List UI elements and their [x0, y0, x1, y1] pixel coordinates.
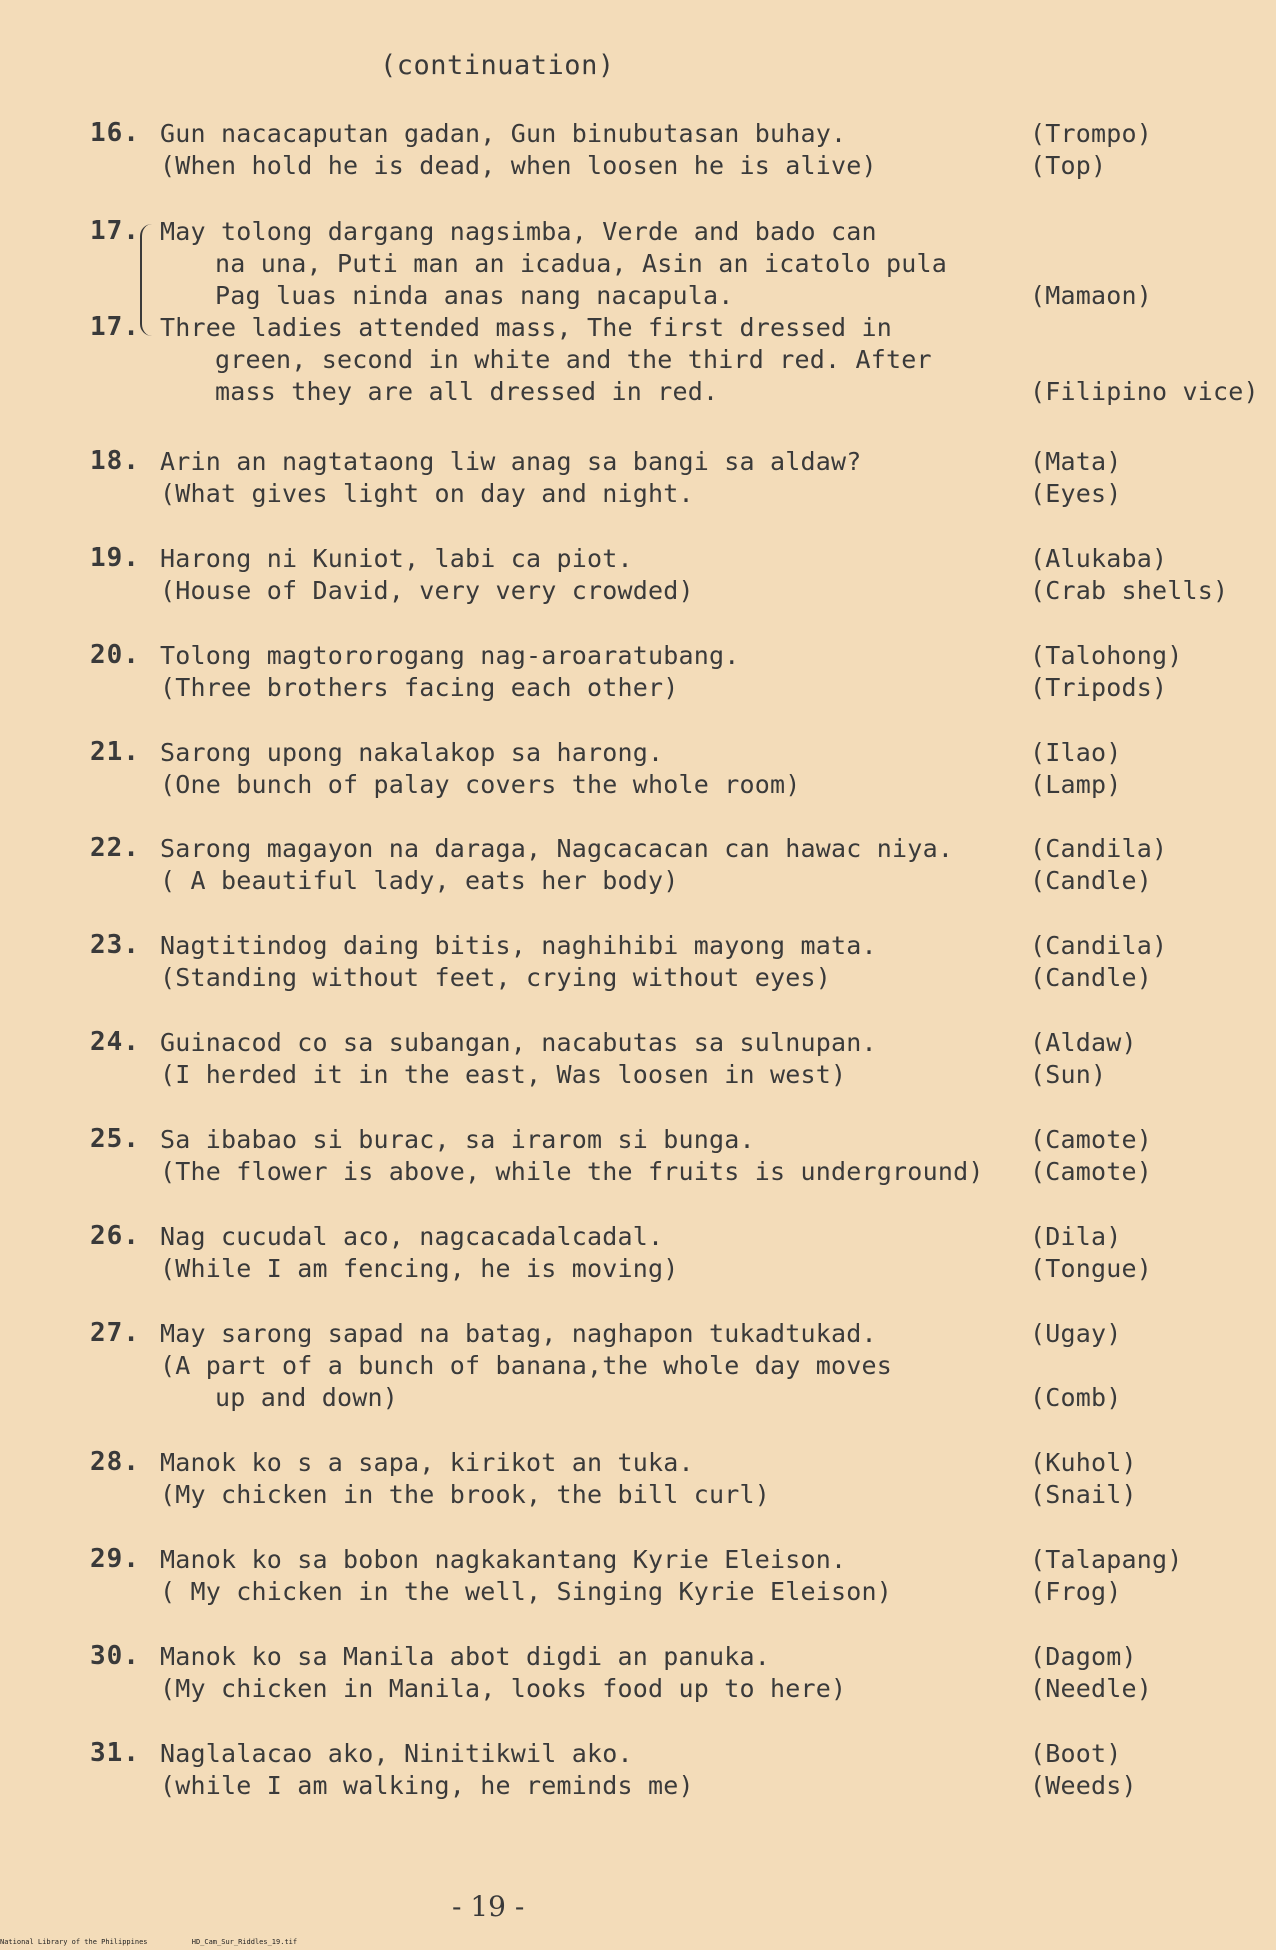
riddle-answer: (Candle) [1030, 866, 1153, 895]
riddle-line: (When hold he is dead, when loosen he is alive) [160, 151, 877, 180]
riddle-answer: (Needle) [1030, 1674, 1153, 1703]
riddle-answer: (Candila) [1030, 931, 1168, 960]
riddle-text: Manok ko sa Manila abot digdi an panuka. [160, 1642, 771, 1671]
page-number: - 19 - [452, 1890, 525, 1923]
riddle-number: 17. [90, 216, 140, 246]
riddle-answer: (Talohong) [1030, 641, 1183, 670]
riddle-line: (A part of a bunch of banana,the whole day moves [160, 1351, 893, 1380]
riddle-answer: (Lamp) [1030, 770, 1122, 799]
riddle-answer: (Candle) [1030, 963, 1153, 992]
riddle-answer: (Top) [1030, 151, 1107, 180]
riddle-line: (One bunch of palay covers the whole room) [160, 770, 801, 799]
riddle-answer: (Weeds) [1030, 1771, 1137, 1800]
riddle-answer: (Talapang) [1030, 1545, 1183, 1574]
riddle-text: Tolong magtororogang nag-aroaratubang. [160, 641, 740, 670]
riddle-answer: (Ugay) [1030, 1319, 1122, 1348]
riddle-answer: (Boot) [1030, 1739, 1122, 1768]
footer-library: National Library of the Philippines [0, 1938, 148, 1946]
riddle-line: (Three brothers facing each other) [160, 673, 679, 702]
riddle-line: na una, Puti man an icadua, Asin an icatolo pula [215, 249, 948, 278]
riddle-number: 30. [90, 1641, 140, 1671]
riddle-text: Manok ko s a sapa, kirikot an tuka. [160, 1448, 694, 1477]
riddle-answer: (Trompo) [1030, 119, 1153, 148]
riddle-number: 18. [90, 446, 140, 476]
riddle-line: green, second in white and the third red. After [215, 345, 932, 374]
riddle-answer: (Crab shells) [1030, 576, 1229, 605]
riddle-text: Sarong upong nakalakop sa harong. [160, 738, 664, 767]
riddle-text: Sa ibabao si burac, sa irarom si bunga. [160, 1125, 755, 1154]
riddle-answer: (Snail) [1030, 1480, 1137, 1509]
entry-17-brace [140, 224, 156, 336]
riddle-line: (While I am fencing, he is moving) [160, 1254, 679, 1283]
riddle-line: (What gives light on day and night. [160, 479, 694, 508]
riddle-number: 28. [90, 1447, 140, 1477]
riddle-number: 22. [90, 833, 140, 863]
riddle-answer: (Camote) [1030, 1125, 1153, 1154]
footer-file: HD_Cam_Sur_Riddles_19.tif [191, 1938, 298, 1946]
riddle-text: Sarong magayon na daraga, Nagcacacan can hawac niya. [160, 834, 954, 863]
riddle-text: Nagtitindog daing bitis, naghihibi mayong mata. [160, 931, 877, 960]
riddle-number-alt: 17. [90, 312, 140, 342]
continuation-heading: (continuation) [380, 50, 615, 81]
riddle-number: 16. [90, 118, 140, 148]
riddle-answer: (Mata) [1030, 447, 1122, 476]
riddle-text: Nag cucudal aco, nagcacadalcadal. [160, 1222, 664, 1251]
riddle-answer: (Alukaba) [1030, 544, 1168, 573]
riddle-line: Pag luas ninda anas nang nacapula. [215, 281, 734, 310]
riddle-answer: (Tripods) [1030, 673, 1168, 702]
riddle-text: Arin an nagtataong liw anag sa bangi sa aldaw? [160, 447, 862, 476]
riddle-line: (The flower is above, while the fruits is underground) [160, 1157, 984, 1186]
library-footer [0, 1938, 297, 1946]
riddle-answer: (Comb) [1030, 1383, 1122, 1412]
riddle-line: ( A beautiful lady, eats her body) [160, 866, 679, 895]
riddle-line: (Standing without feet, crying without eyes) [160, 963, 832, 992]
riddle-answer: (Aldaw) [1030, 1028, 1137, 1057]
riddle-text: Guinacod co sa subangan, nacabutas sa sulnupan. [160, 1028, 877, 1057]
riddle-answer: (Eyes) [1030, 479, 1122, 508]
riddle-number: 21. [90, 737, 140, 767]
riddle-line: (while I am walking, he reminds me) [160, 1771, 694, 1800]
riddle-number: 27. [90, 1318, 140, 1348]
riddle-line: (My chicken in the brook, the bill curl) [160, 1480, 771, 1509]
riddle-number: 26. [90, 1221, 140, 1251]
riddle-line: Three ladies attended mass, The first dressed in [160, 313, 893, 342]
riddle-answer: (Candila) [1030, 834, 1168, 863]
riddle-number: 19. [90, 543, 140, 573]
riddle-answer: (Dila) [1030, 1222, 1122, 1251]
riddle-text: May tolong dargang nagsimba, Verde and bado can [160, 217, 877, 246]
riddle-line: (House of David, very very crowded) [160, 576, 694, 605]
riddle-number: 23. [90, 930, 140, 960]
riddle-line: (I herded it in the east, Was loosen in west) [160, 1060, 847, 1089]
riddle-number: 29. [90, 1544, 140, 1574]
riddle-number: 31. [90, 1738, 140, 1768]
riddle-number: 24. [90, 1027, 140, 1057]
riddle-text: Gun nacacaputan gadan, Gun binubutasan buhay. [160, 119, 847, 148]
riddle-text: Naglalacao ako, Ninitikwil ako. [160, 1739, 633, 1768]
riddle-line: (My chicken in Manila, looks food up to here) [160, 1674, 847, 1703]
riddle-answer: (Frog) [1030, 1577, 1122, 1606]
riddle-text: Manok ko sa bobon nagkakantang Kyrie Eleison. [160, 1545, 847, 1574]
riddle-answer: (Tongue) [1030, 1254, 1153, 1283]
riddle-answer: (Sun) [1030, 1060, 1107, 1089]
riddle-answer: (Dagom) [1030, 1642, 1137, 1671]
riddle-answer: (Camote) [1030, 1157, 1153, 1186]
riddle-text: May sarong sapad na batag, naghapon tukadtukad. [160, 1319, 877, 1348]
riddle-line: ( My chicken in the well, Singing Kyrie Eleison) [160, 1577, 893, 1606]
riddle-answer: (Ilao) [1030, 738, 1122, 767]
riddle-answer: (Kuhol) [1030, 1448, 1137, 1477]
riddle-number: 20. [90, 640, 140, 670]
riddle-answer: (Filipino vice) [1030, 377, 1259, 406]
riddle-line: mass they are all dressed in red. [215, 377, 719, 406]
riddle-text: Harong ni Kuniot, labi ca piot. [160, 544, 633, 573]
riddle-answer: (Mamaon) [1030, 281, 1153, 310]
riddle-line: up and down) [215, 1383, 399, 1412]
riddle-number: 25. [90, 1124, 140, 1154]
